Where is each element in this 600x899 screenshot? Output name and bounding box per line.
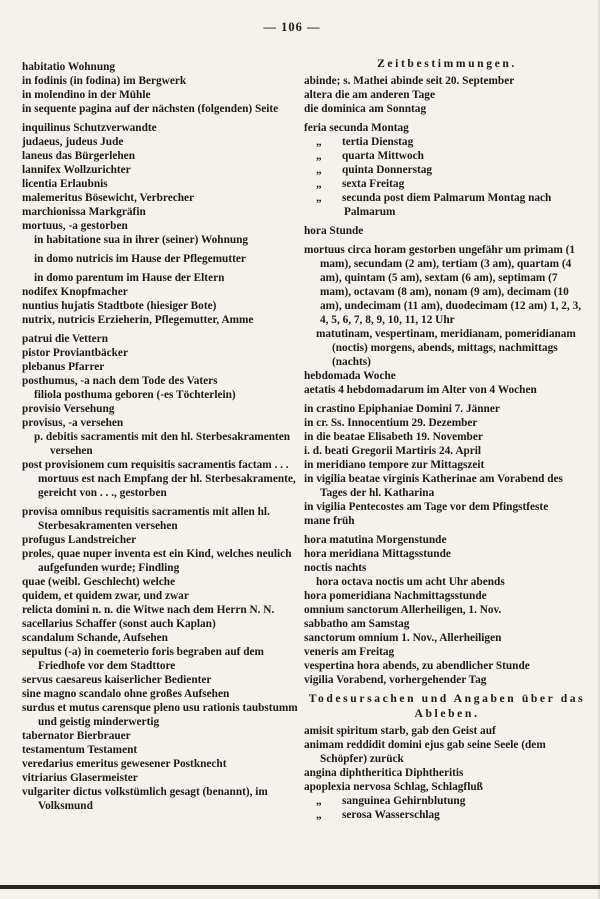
glossary-entry: servus caesareus kaiserlicher Bedienter <box>22 674 212 686</box>
ditto-mark: „ <box>316 150 322 162</box>
glossary-entry: lannifex Wollzurichter <box>22 164 131 176</box>
glossary-entry: mortuus circa horam gestorben ungefähr um primam (1 mam), secundam (2 am), tertiam (3 am), quartam (4 am), quintam (5 am), sextam (6 am), septimam (7 mam), octavam (8 am), nonam (9 am), decimam (10 am), undecimam (11 am), duodecimam (12 am) 1, 2, 3, 4, 5, 6, 7, 8, 9, 10, 11, 12 Uhr <box>304 244 582 326</box>
glossary-entry: in domo parentum im Hause der Eltern <box>34 272 225 284</box>
glossary-entry: vulgariter dictus volkstümlich gesagt (benannt), im Volksmund <box>22 786 268 812</box>
entry-text: serosa Wasserschlag <box>342 809 440 821</box>
glossary-entry: habitatio Wohnung <box>22 61 116 73</box>
glossary-entry: hora pomeridiana Nachmittagsstunde <box>304 590 487 602</box>
glossary-entry <box>304 808 590 822</box>
glossary-entry: in fodinis (in fodina) im Bergwerk <box>22 75 187 87</box>
glossary-entry: nuntius hujatis Stadtbote (hiesiger Bote) <box>22 300 217 312</box>
glossary-entry: sanctorum omnium 1. Nov., Allerheiligen <box>304 632 502 644</box>
glossary-entry: provisus, -a versehen <box>22 417 124 429</box>
glossary-entry: in crastino Epiphaniae Domini 7. Jänner <box>304 403 500 415</box>
ditto-mark: „ <box>316 164 322 176</box>
glossary-entry: testamentum Testament <box>22 744 138 756</box>
glossary-entry: p. debitis sacramentis mit den hl. Sterbesakramenten versehen <box>34 431 291 457</box>
glossary-entry: patrui die Vettern <box>22 333 108 345</box>
entry-text: sexta Freitag <box>342 178 405 190</box>
glossary-entry: filiola posthuma geboren (-es Töchterlein) <box>34 389 236 401</box>
glossary-entry: in meridiano tempore zur Mittagszeit <box>304 459 485 471</box>
glossary-entry <box>304 794 590 808</box>
glossary-entry: vespertina hora abends, zu abendlicher Stunde <box>304 660 530 672</box>
glossary-entry: in vigilia Pentecostes am Tage vor dem Pfingstfeste <box>304 501 549 513</box>
ditto-mark: „ <box>316 136 322 148</box>
glossary-entry: hora meridiana Mittagsstunde <box>304 548 451 560</box>
entry-text: secunda post diem Palmarum Montag nach Palmarum <box>342 192 552 218</box>
glossary-entry <box>304 135 590 149</box>
scan-edge-artifact <box>0 885 600 889</box>
glossary-entry: hora matutina Morgenstunde <box>304 534 447 546</box>
glossary-entry: in domo nutricis im Hause der Pflegemutter <box>34 253 246 265</box>
glossary-entry: in sequente pagina auf der nächsten (folgenden) Seite <box>22 103 279 115</box>
entry-text: tertia Dienstag <box>342 136 414 148</box>
ditto-mark: „ <box>316 192 322 204</box>
glossary-entry: in die beatae Elisabeth 19. November <box>304 431 483 443</box>
glossary-entry: feria secunda Montag <box>304 122 409 134</box>
glossary-entry: posthumus, -a nach dem Tode des Vaters <box>22 375 218 387</box>
glossary-entry <box>304 191 590 219</box>
ditto-mark: „ <box>316 809 322 821</box>
glossary-entry: proles, quae nuper inventa est ein Kind, welches neulich aufgefunden wurde; Findling <box>22 548 292 574</box>
glossary-entry: sine magno scandalo ohne großes Aufsehen <box>22 688 230 700</box>
glossary-entry: aetatis 4 hebdomadarum im Alter von 4 Wochen <box>304 384 537 396</box>
glossary-entry: sepultus (-a) in coemeterio foris begraben auf dem Friedhofe vor dem Stadttore <box>22 646 264 672</box>
glossary-entry: in vigilia beatae virginis Katherinae am Vorabend des Tages der hl. Katharina <box>304 473 563 499</box>
glossary-entry <box>304 149 590 163</box>
glossary-entry: veredarius emeritus gewesener Postknecht <box>22 758 227 770</box>
glossary-entry <box>304 163 590 177</box>
glossary-entry: malemeritus Bösewicht, Verbrecher <box>22 192 195 204</box>
glossary-entry: hora octava noctis um acht Uhr abends <box>316 576 505 588</box>
glossary-entry: scandalum Schande, Aufsehen <box>22 632 168 644</box>
right-column <box>304 52 590 822</box>
glossary-entry: in molendino in der Mühle <box>22 89 151 101</box>
ditto-mark: „ <box>316 795 322 807</box>
section-heading: Zeitbestimmungen. <box>377 57 517 70</box>
glossary-entry: noctis nachts <box>304 562 367 574</box>
glossary-entry: abinde; s. Mathei abinde seit 20. September <box>304 75 515 87</box>
glossary-entry: judaeus, judeus Jude <box>22 136 124 148</box>
glossary-entry: mortuus, -a gestorben <box>22 220 128 232</box>
glossary-entry: in cr. Ss. Innocentium 29. Dezember <box>304 417 478 429</box>
glossary-entry: hora Stunde <box>304 225 364 237</box>
glossary-entry: altera die am anderen Tage <box>304 89 435 101</box>
glossary-entry: inquilinus Schutzverwandte <box>22 122 157 134</box>
glossary-entry: profugus Landstreicher <box>22 534 137 546</box>
glossary-entry: die dominica am Sonntag <box>304 103 427 115</box>
glossary-entry: in habitatione sua in ihrer (seiner) Wohnung <box>34 234 249 246</box>
glossary-entry: animam reddidit domini ejus gab seine Seele (dem Schöpfer) zurück <box>304 739 546 765</box>
glossary-entry: apoplexia nervosa Schlag, Schlagfluß <box>304 781 483 793</box>
ditto-mark: „ <box>316 178 322 190</box>
glossary-entry: licentia Erlaubnis <box>22 178 108 190</box>
glossary-entry: plebanus Pfarrer <box>22 361 105 373</box>
glossary-entry: vigilia Vorabend, vorhergehender Tag <box>304 674 487 686</box>
page-number: — 106 — <box>263 20 321 34</box>
glossary-entry: angina diphtheritica Diphtheritis <box>304 767 464 779</box>
glossary-entry <box>304 177 590 191</box>
glossary-entry: matutinam, vespertinam, meridianam, pomeridianam (noctis) morgens, abends, mittags, nachmittags (nachts) <box>316 328 576 368</box>
glossary-entry: hebdomada Woche <box>304 370 396 382</box>
glossary-entry: nodifex Knopfmacher <box>22 286 128 298</box>
glossary-entry: tabernator Bierbrauer <box>22 730 131 742</box>
section-heading: Todesursachen und Angaben über das Ableben. <box>308 692 586 720</box>
glossary-entry: provisa omnibus requisitis sacramentis mit allen hl. Sterbesakramenten versehen <box>22 506 270 532</box>
glossary-entry: nutrix, nutricis Erzieherin, Pflegemutter, Amme <box>22 314 254 326</box>
glossary-entry: surdus et mutus carensque pleno usu rationis taubstumm und geistig minderwertig <box>22 702 298 728</box>
entry-text: quarta Mittwoch <box>342 150 424 162</box>
entry-text: quinta Donnerstag <box>342 164 433 176</box>
glossary-entry: sacellarius Schaffer (sonst auch Kaplan) <box>22 618 216 630</box>
entry-text: sanguinea Gehirnblutung <box>342 795 466 807</box>
glossary-entry: provisio Versehung <box>22 403 115 415</box>
glossary-entry: pistor Proviantbäcker <box>22 347 128 359</box>
glossary-entry: omnium sanctorum Allerheiligen, 1. Nov. <box>304 604 502 616</box>
glossary-entry: relicta domini n. n. die Witwe nach dem Herrn N. N. <box>22 604 275 616</box>
glossary-entry: sabbatho am Samstag <box>304 618 410 630</box>
glossary-entry: quae (weibl. Geschlecht) welche <box>22 576 176 588</box>
glossary-entry: veneris am Freitag <box>304 646 395 658</box>
glossary-entry: laneus das Bürgerlehen <box>22 150 135 162</box>
glossary-entry: i. d. beati Gregorii Martiris 24. April <box>304 445 482 457</box>
glossary-entry: post provisionem cum requisitis sacramentis factam . . . mortuus est nach Empfang der hl. Sterbesakramente, gereicht von . . ., gestorben <box>22 459 296 499</box>
glossary-entry: mane früh <box>304 515 355 527</box>
glossary-entry: amisit spiritum starb, gab den Geist auf <box>304 725 496 737</box>
left-column <box>22 60 299 813</box>
glossary-entry: quidem, et quidem zwar, und zwar <box>22 590 189 602</box>
glossary-entry: marchionissa Markgräfin <box>22 206 146 218</box>
glossary-entry: vitriarius Glasermeister <box>22 772 138 784</box>
